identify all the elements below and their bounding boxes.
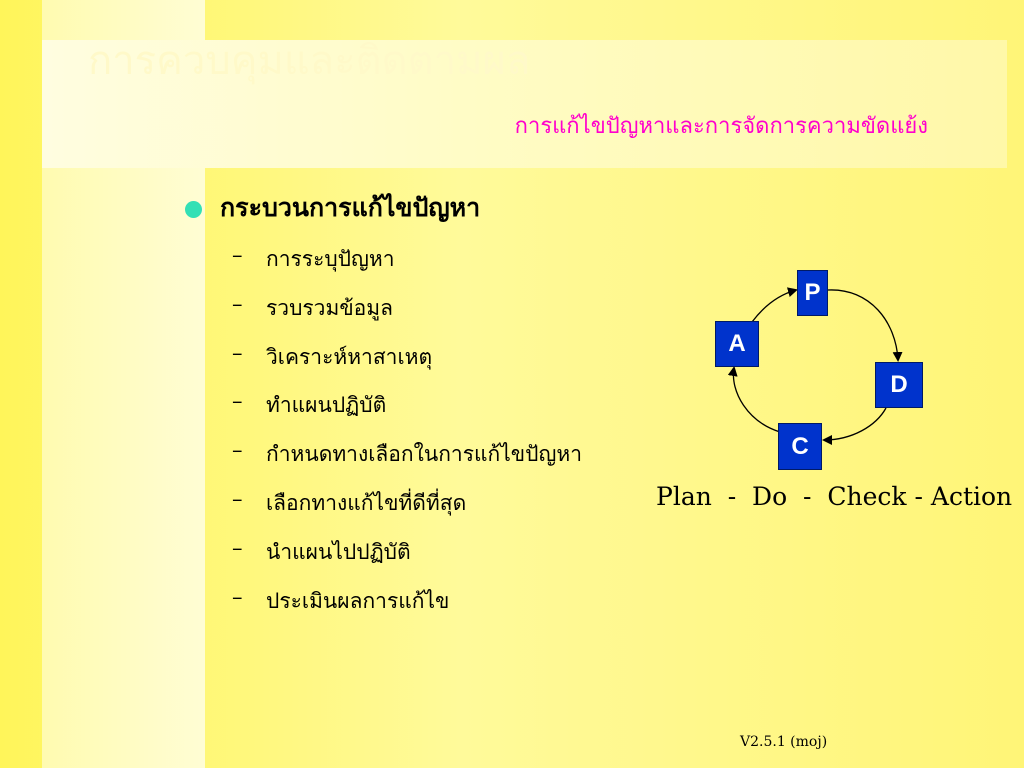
pdca-cycle-diagram <box>700 262 940 482</box>
version-footer: V2.5.1 (moj) <box>740 734 828 750</box>
dash-icon: – <box>232 486 243 511</box>
process-step <box>232 438 582 487</box>
arrow-p-to-d <box>828 290 898 360</box>
main-bullet-text: กระบวนการแก้ไขปัญหา <box>220 193 481 222</box>
dash-icon: – <box>232 584 243 609</box>
dash-icon: – <box>232 243 243 267</box>
dash-icon: – <box>232 438 243 463</box>
pdca-caption: Plan - Do - Check - Action <box>656 482 1013 511</box>
slide-subtitle: การแก้ไขปัญหาและการจัดการความขัดแย้ง <box>514 114 928 139</box>
pdca-node-check: C <box>778 423 822 470</box>
process-step <box>232 243 582 292</box>
pdca-node-action: A <box>715 321 759 367</box>
process-step <box>232 341 582 390</box>
pdca-node-plan: P <box>797 270 828 316</box>
process-step-text: กำหนดทางเลือกในการแก้ไขปัญหา <box>266 442 583 467</box>
dash-icon: – <box>232 389 243 414</box>
dash-icon: – <box>232 340 243 365</box>
arrow-a-to-p <box>752 290 796 322</box>
process-step-text: ทำแผนปฏิบัติ <box>266 393 387 418</box>
process-step-text: เลือกทางแก้ไขที่ดีที่สุด <box>266 490 467 515</box>
process-step <box>232 585 582 634</box>
slide-title: การควบคุมและติดตามผล <box>88 38 531 84</box>
process-step <box>232 292 582 341</box>
dash-icon: – <box>232 535 243 560</box>
pdca-node-do: D <box>875 362 923 408</box>
arrow-d-to-c <box>824 408 886 440</box>
process-step <box>232 389 582 438</box>
process-step-text: วิเคราะห์หาสาเหตุ <box>266 344 433 369</box>
arrow-c-to-a <box>733 368 780 432</box>
process-step <box>232 487 582 536</box>
main-bullet <box>185 188 480 228</box>
process-steps-list <box>232 243 582 633</box>
process-step-text: การระบุปัญหา <box>266 247 395 271</box>
process-step <box>232 536 582 585</box>
process-step-text: รวบรวมข้อมูล <box>266 295 393 320</box>
process-step-text: นำแผนไปปฏิบัติ <box>266 539 411 564</box>
process-step-text: ประเมินผลการแก้ไข <box>266 588 450 613</box>
dash-icon: – <box>232 291 243 316</box>
bullet-dot-icon <box>185 201 202 218</box>
